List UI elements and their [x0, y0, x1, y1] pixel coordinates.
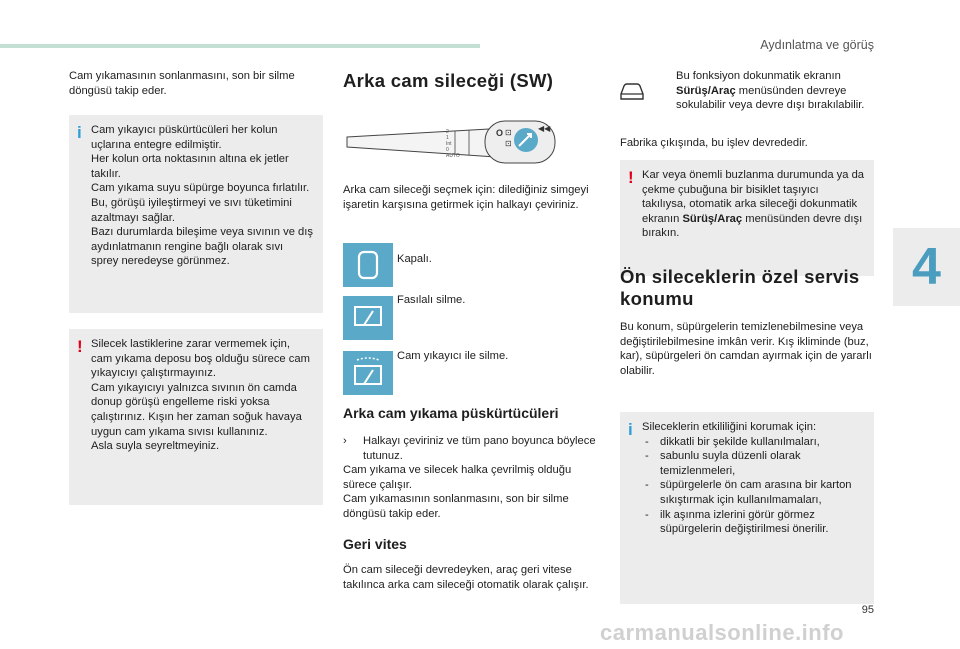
- car-icon: [618, 80, 646, 102]
- list-item: - dikkatli bir şekilde kullanılmaları,: [642, 435, 864, 450]
- list-item: - ilk aşınma izlerini görür görmez süpürgelerin değiştirilmesi önerilir.: [642, 508, 864, 537]
- rear-wiper-section: [343, 70, 603, 92]
- stalk-off-label: O: [496, 128, 504, 138]
- reverse-title: Geri vites: [343, 536, 407, 552]
- select-instructions: Arka cam sileceği seçmek için: dilediğiniz simgeyi işaretin karşısına getirmek için halkayı çeviriniz.: [343, 184, 589, 211]
- left-intro: Cam yıkamasının sonlanmasını, son bir silme döngüsü takip eder.: [69, 70, 295, 97]
- warning-box: ! Silecek lastiklerine zarar vermemek için, cam yıkama deposu boş olduğu sürece cam yıkayıcıyı çalıştırmayınız. Cam yıkayıcıyı yalnızca sıvının ön camda donup görüşü engelleme riski yoksa çalıştırınız. Kışın her zaman soğuk havaya uygun cam yıkama sıvısı kullanınız. Asla suyla seyreltmeyiniz.: [69, 329, 323, 505]
- header-bar: [0, 44, 480, 48]
- mode-washer-label: Cam yıkayıcı ile silme.: [397, 350, 509, 362]
- rear-wiper-intermittent-icon: [343, 296, 393, 340]
- service-title: Ön sileceklerin özel servis konumu: [620, 266, 860, 309]
- rear-washer-section: Arka cam yıkama püskürtücüleri › Halkayı çeviriniz ve tüm pano boyunca böylece tutunuz. Cam yıkama ve silecek halka çevrilmiş olduğu sürece çalışır. Cam yıkamasının sonlanmasını, son bir silme döngüsü takip eder.: [343, 404, 603, 522]
- bullet-icon: ›: [343, 435, 347, 447]
- stalk-label-auto: AUTO: [446, 153, 460, 159]
- tips-list: [642, 435, 864, 537]
- list-item: - süpürgelerle ön cam arasına bir karton sıkıştırmak için kullanılmamaları,: [642, 478, 864, 507]
- watermark: carmanualsonline.info: [600, 620, 844, 645]
- page-number: 95: [861, 604, 874, 616]
- chapter-header: Aydınlatma ve görüş: [760, 38, 874, 52]
- rear-wiper-washer-icon: [343, 351, 393, 395]
- chapter-tab: 4: [893, 228, 960, 306]
- svg-text:⊡: ⊡: [505, 139, 512, 148]
- info-icon: i: [77, 123, 82, 142]
- mode-off-label: Kapalı.: [397, 253, 432, 265]
- rear-wiper-warning-box: ! Kar veya önemli buzlanma durumunda ya da çekme çubuğuna bir bisiklet taşıyıcı takılıysa, otomatik arka sileceği dokunmatik ekranın Sürüş/Araç menüsünden devre dışı bırakın.: [620, 160, 874, 276]
- washer-title: Arka cam yıkama püskürtücüleri: [343, 405, 559, 421]
- wiper-tips-box: i Sileceklerin etkililiğini korumak için: - dikkatli bir şekilde kullanılmaları, - sabunlu suyla düzenli olarak temizlenmeleri, - süpürgelerle ön cam arasına bir karton sıkıştırmak için kullanılmamaları, - ilk aşınma izlerini görür görmez süpürgelerin değiştirilmesi önerilir.: [620, 412, 874, 604]
- list-item: - sabunlu suyla düzenli olarak temizlenmeleri,: [642, 449, 864, 478]
- info-box: i Cam yıkayıcı püskürtücüleri her kolun uçlarına entegre edilmiştir. Her kolun orta noktasının altına ek jetler takılır. Cam yıkama suyu süpürge boyunca fırlatılır. Bu, görüşü iyileştirmeyi ve sıvı tüketimini azaltmayı sağlar. Bazı durumlarda bileşime veya sıvının ve dış aydınlatmanın rengine bağlı olarak sıvı sprey neredeyse görünmez.: [69, 115, 323, 313]
- car-settings-note: Bu fonksiyon dokunmatik ekranın Sürüş/Araç menüsünden devreye sokulabilir veya devre dışı bırakılabilir.: [676, 70, 865, 112]
- svg-text:◀◀: ◀◀: [538, 124, 551, 133]
- reverse-gear-section: Geri vites Ön cam sileceği devredeyken, araç geri vitese takılınca arka cam sileceği otomatik olarak çalışır.: [343, 535, 603, 592]
- stalk-label-0: 0: [446, 147, 449, 153]
- factory-note: Fabrika çıkışında, bu işlev devrededir.: [620, 137, 808, 149]
- svg-text:⊡: ⊡: [505, 128, 512, 137]
- stalk-label-2: 2: [446, 129, 449, 135]
- info-icon: i: [628, 420, 633, 439]
- warning-icon: !: [628, 168, 634, 187]
- rear-wiper-off-icon: [343, 243, 393, 287]
- wiper-stalk-illustration: [345, 113, 585, 171]
- warning-icon: !: [77, 337, 83, 356]
- stalk-label-int: Int: [446, 141, 452, 147]
- service-position-section: Ön sileceklerin özel servis konumu Bu konum, süpürgelerin temizlenebilmesine veya değiştirilebilmesine imkân verir. Kış ikliminde (buz, kar), süpürgeleri ön camdan ayırmak için de yararlı olabilir.: [620, 266, 880, 378]
- mode-intermittent-label: Fasılalı silme.: [397, 294, 466, 306]
- stalk-label-1: 1: [446, 135, 449, 141]
- section-title: Arka cam sileceği (SW): [343, 70, 554, 91]
